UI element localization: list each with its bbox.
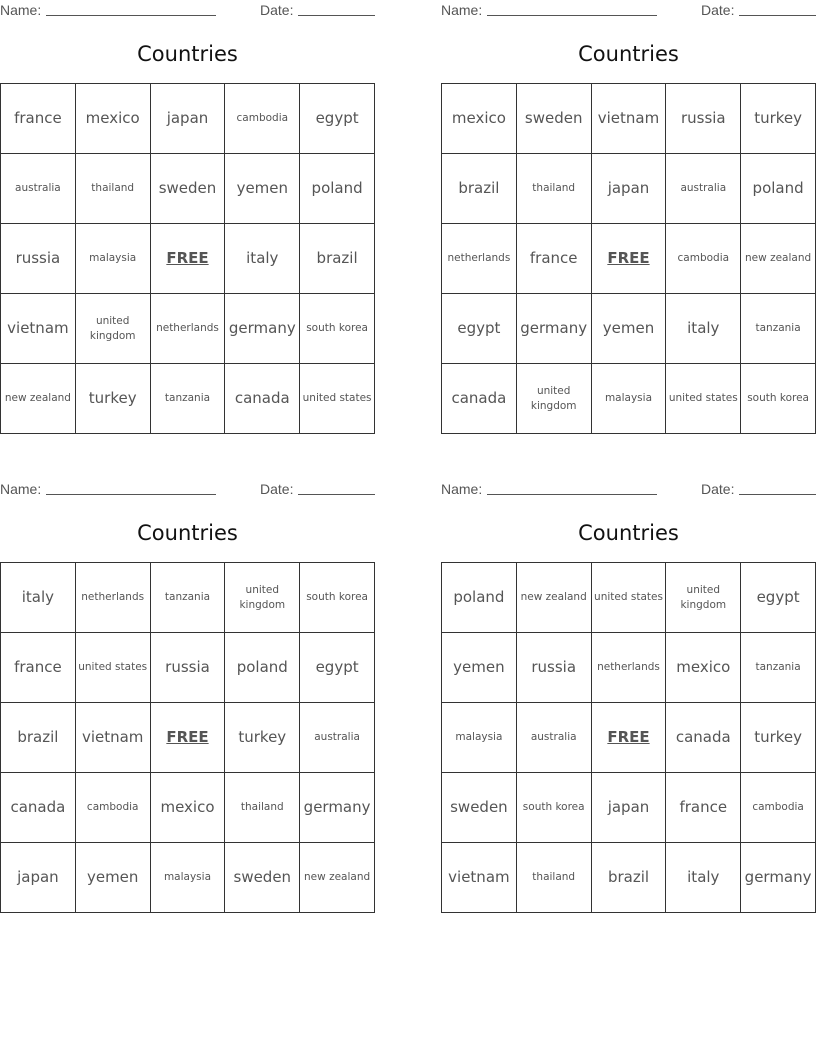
bingo-cell[interactable]: south korea xyxy=(741,364,816,434)
bingo-cell[interactable]: russia xyxy=(1,224,76,294)
bingo-cell[interactable]: new zealand xyxy=(517,563,592,633)
bingo-cell[interactable]: new zealand xyxy=(1,364,76,434)
free-space[interactable]: FREE xyxy=(592,703,667,773)
bingo-cell[interactable]: japan xyxy=(592,773,667,843)
bingo-cell[interactable]: cambodia xyxy=(741,773,816,843)
free-space[interactable]: FREE xyxy=(151,703,226,773)
bingo-cell[interactable]: italy xyxy=(666,294,741,364)
card-title: Countries xyxy=(137,42,238,66)
bingo-cell[interactable]: sweden xyxy=(151,154,226,224)
bingo-cell[interactable]: japan xyxy=(592,154,667,224)
bingo-cell[interactable]: tanzania xyxy=(741,294,816,364)
date-line[interactable] xyxy=(739,494,816,495)
bingo-cell[interactable]: poland xyxy=(741,154,816,224)
bingo-cell[interactable]: turkey xyxy=(741,703,816,773)
bingo-cell[interactable]: united states xyxy=(76,633,151,703)
bingo-cell[interactable]: egypt xyxy=(442,294,517,364)
bingo-cell[interactable]: turkey xyxy=(741,84,816,154)
bingo-cell[interactable]: yemen xyxy=(592,294,667,364)
card-header xyxy=(0,481,375,499)
date-label: Date: xyxy=(260,2,294,18)
bingo-cell[interactable]: malaysia xyxy=(76,224,151,294)
date-label: Date: xyxy=(701,2,735,18)
bingo-cell[interactable]: malaysia xyxy=(151,843,226,913)
date-label: Date: xyxy=(260,481,294,497)
date-line[interactable] xyxy=(739,15,816,16)
bingo-cell[interactable]: germany xyxy=(225,294,300,364)
bingo-card-3 xyxy=(0,479,375,913)
bingo-cell[interactable]: vietnam xyxy=(76,703,151,773)
name-label: Name: xyxy=(0,481,42,497)
bingo-cell[interactable]: tanzania xyxy=(151,563,226,633)
bingo-cell[interactable]: germany xyxy=(300,773,375,843)
bingo-cell[interactable]: brazil xyxy=(1,703,76,773)
bingo-cell[interactable]: south korea xyxy=(517,773,592,843)
bingo-cell[interactable]: south korea xyxy=(300,294,375,364)
bingo-cell[interactable]: canada xyxy=(225,364,300,434)
bingo-grid xyxy=(0,562,375,913)
card-title: Countries xyxy=(578,521,679,545)
bingo-grid xyxy=(441,83,816,434)
bingo-cell[interactable]: united states xyxy=(300,364,375,434)
bingo-cell[interactable]: cambodia xyxy=(666,224,741,294)
bingo-cell[interactable]: mexico xyxy=(442,84,517,154)
bingo-cell[interactable]: mexico xyxy=(76,84,151,154)
bingo-cell[interactable]: thailand xyxy=(517,154,592,224)
bingo-cell[interactable]: netherlands xyxy=(592,633,667,703)
card-title: Countries xyxy=(578,42,679,66)
name-label: Name: xyxy=(0,2,42,18)
bingo-card-2 xyxy=(441,0,816,434)
bingo-cell[interactable]: united kingdom xyxy=(666,563,741,633)
bingo-card-1 xyxy=(0,0,375,434)
free-space[interactable]: FREE xyxy=(592,224,667,294)
bingo-cell[interactable]: united kingdom xyxy=(225,563,300,633)
bingo-cell[interactable]: russia xyxy=(666,84,741,154)
bingo-cell[interactable]: mexico xyxy=(151,773,226,843)
bingo-cell[interactable]: yemen xyxy=(76,843,151,913)
bingo-cell[interactable]: canada xyxy=(1,773,76,843)
bingo-card-4 xyxy=(441,479,816,913)
bingo-cell[interactable]: united states xyxy=(592,563,667,633)
bingo-cell[interactable]: japan xyxy=(1,843,76,913)
card-header xyxy=(441,481,816,499)
name-line[interactable] xyxy=(487,15,657,16)
bingo-cell[interactable]: brazil xyxy=(300,224,375,294)
bingo-cell[interactable]: mexico xyxy=(666,633,741,703)
bingo-cell[interactable]: canada xyxy=(442,364,517,434)
name-line[interactable] xyxy=(46,494,216,495)
bingo-cell[interactable]: australia xyxy=(517,703,592,773)
bingo-cell[interactable]: germany xyxy=(517,294,592,364)
bingo-cell[interactable]: germany xyxy=(741,843,816,913)
bingo-cell[interactable]: vietnam xyxy=(442,843,517,913)
bingo-cell[interactable]: netherlands xyxy=(151,294,226,364)
card-header xyxy=(0,2,375,20)
bingo-cell[interactable]: france xyxy=(1,84,76,154)
date-line[interactable] xyxy=(298,494,375,495)
bingo-cell[interactable]: italy xyxy=(1,563,76,633)
bingo-cell[interactable]: brazil xyxy=(592,843,667,913)
bingo-cell[interactable]: new zealand xyxy=(300,843,375,913)
bingo-cell[interactable]: australia xyxy=(1,154,76,224)
name-line[interactable] xyxy=(487,494,657,495)
bingo-cell[interactable]: egypt xyxy=(300,84,375,154)
bingo-cell[interactable]: russia xyxy=(517,633,592,703)
bingo-cell[interactable]: italy xyxy=(225,224,300,294)
bingo-cell[interactable]: sweden xyxy=(225,843,300,913)
date-line[interactable] xyxy=(298,15,375,16)
bingo-cell[interactable]: thailand xyxy=(517,843,592,913)
bingo-cell[interactable]: turkey xyxy=(225,703,300,773)
bingo-cell[interactable]: france xyxy=(666,773,741,843)
bingo-cell[interactable]: australia xyxy=(300,703,375,773)
bingo-cell[interactable]: sweden xyxy=(517,84,592,154)
bingo-cell[interactable]: new zealand xyxy=(741,224,816,294)
bingo-cell[interactable]: vietnam xyxy=(1,294,76,364)
bingo-cell[interactable]: cambodia xyxy=(76,773,151,843)
bingo-cell[interactable]: poland xyxy=(225,633,300,703)
bingo-cell[interactable]: tanzania xyxy=(741,633,816,703)
bingo-cell[interactable]: thailand xyxy=(76,154,151,224)
bingo-cell[interactable]: thailand xyxy=(225,773,300,843)
free-space[interactable]: FREE xyxy=(151,224,226,294)
bingo-cell[interactable]: tanzania xyxy=(151,364,226,434)
bingo-cell[interactable]: cambodia xyxy=(225,84,300,154)
bingo-cell[interactable]: vietnam xyxy=(592,84,667,154)
bingo-cell[interactable]: yemen xyxy=(442,633,517,703)
bingo-cell[interactable]: malaysia xyxy=(592,364,667,434)
card-title: Countries xyxy=(137,521,238,545)
bingo-cell[interactable]: russia xyxy=(151,633,226,703)
bingo-cell[interactable]: malaysia xyxy=(442,703,517,773)
bingo-cell[interactable]: egypt xyxy=(300,633,375,703)
name-line[interactable] xyxy=(46,15,216,16)
bingo-cell[interactable]: australia xyxy=(666,154,741,224)
name-label: Name: xyxy=(441,2,483,18)
bingo-cell[interactable]: egypt xyxy=(741,563,816,633)
date-label: Date: xyxy=(701,481,735,497)
bingo-cell[interactable]: sweden xyxy=(442,773,517,843)
bingo-cell[interactable]: france xyxy=(517,224,592,294)
bingo-cell[interactable]: poland xyxy=(300,154,375,224)
name-label: Name: xyxy=(441,481,483,497)
bingo-cell[interactable]: netherlands xyxy=(76,563,151,633)
bingo-cell[interactable]: united kingdom xyxy=(517,364,592,434)
bingo-cell[interactable]: united states xyxy=(666,364,741,434)
bingo-grid xyxy=(441,562,816,913)
bingo-cell[interactable]: brazil xyxy=(442,154,517,224)
bingo-cell[interactable]: poland xyxy=(442,563,517,633)
bingo-cell[interactable]: south korea xyxy=(300,563,375,633)
bingo-cell[interactable]: netherlands xyxy=(442,224,517,294)
bingo-cell[interactable]: turkey xyxy=(76,364,151,434)
bingo-cell[interactable]: france xyxy=(1,633,76,703)
bingo-cell[interactable]: italy xyxy=(666,843,741,913)
card-header xyxy=(441,2,816,20)
bingo-grid xyxy=(0,83,375,434)
bingo-cell[interactable]: canada xyxy=(666,703,741,773)
bingo-cell[interactable]: yemen xyxy=(225,154,300,224)
bingo-cell[interactable]: japan xyxy=(151,84,226,154)
bingo-cell[interactable]: united kingdom xyxy=(76,294,151,364)
